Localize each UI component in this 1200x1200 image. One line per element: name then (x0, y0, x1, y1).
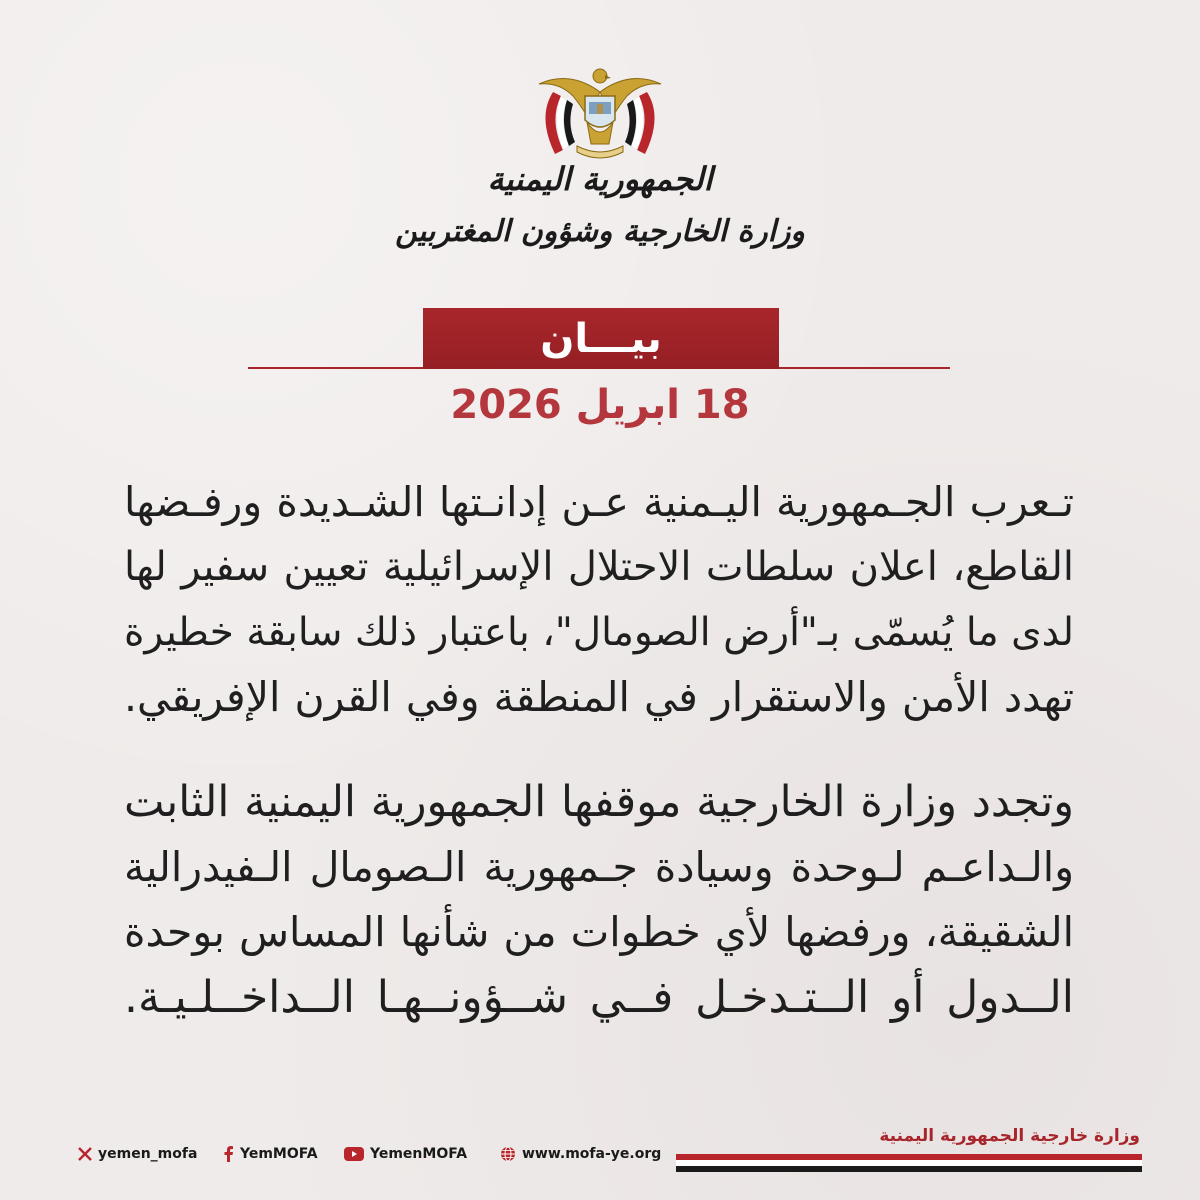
statement-title: بيـــان (540, 315, 662, 362)
youtube-link[interactable] (344, 1146, 467, 1162)
website-link[interactable] (500, 1146, 661, 1162)
title-banner (423, 308, 779, 369)
facebook-icon (224, 1146, 234, 1162)
youtube-icon (344, 1147, 364, 1161)
paragraph-2 (124, 770, 1074, 1030)
paragraph-1 (124, 470, 1074, 730)
x-handle: yemen_mofa (98, 1146, 198, 1162)
x-icon (78, 1147, 92, 1161)
ministry-calligraphy: وزارة الخارجية وشؤون المغتربين (395, 214, 805, 249)
youtube-handle: YemenMOFA (370, 1146, 468, 1162)
republic-calligraphy: الجمهورية اليمنية (487, 160, 713, 198)
facebook-handle: YemMOFA (240, 1146, 318, 1162)
paragraph-line: القاطع، اعلان سلطات الاحتلال الإسرائيلية تعيين سفير لها (124, 544, 1074, 590)
paragraph-line: والـداعـم لـوحدة وسيادة جـمهورية الـصومال الـفيدرالية (124, 843, 1074, 891)
paragraph-line: تهدد الأمن والاستقرار في المنطقة وفي القرن الإفريقي. (124, 673, 1074, 721)
paragraph-line: الــدول أو الــتـدخـل فــي شــؤونــهـا الــداخــلـيـة. (124, 972, 1074, 1023)
globe-icon (500, 1146, 516, 1162)
eagle-emblem-icon (525, 62, 675, 167)
footer-ministry-name: وزارة خارجية الجمهورية اليمنية (879, 1126, 1140, 1146)
flag-stripe-black (676, 1166, 1142, 1172)
paragraph-line: تـعرب الجـمهورية اليـمنية عـن إدانـتها الشـديدة ورفـضها (124, 478, 1074, 526)
statement-date: 18 ابريل 2026 (450, 382, 750, 428)
paragraph-line: الشقيقة، ورفضها لأي خطوات من شأنها المساس بوحدة (124, 908, 1074, 956)
facebook-link[interactable] (224, 1146, 318, 1162)
website-url: www.mofa-ye.org (522, 1146, 662, 1162)
paragraph-line: لدى ما يُسمّى بـ"أرض الصومال"، باعتبار ذلك سابقة خطيرة (124, 610, 1074, 655)
paragraph-line: وتجدد وزارة الخارجية موقفها الجمهورية اليمنية الثابت (124, 777, 1074, 827)
x-link[interactable] (78, 1146, 197, 1162)
